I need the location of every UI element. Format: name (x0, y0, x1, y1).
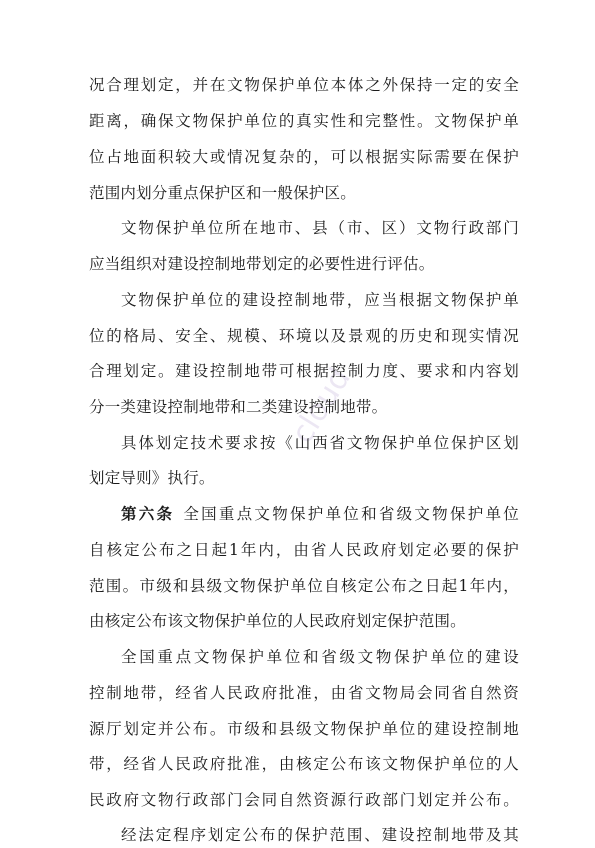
article-six-text: 全国重点文物保护单位和省级文物保护单位 (183, 505, 519, 523)
body-line: 范围内划分重点保护区和一般保护区。 (89, 184, 356, 202)
body-line: 控制地带，经省人民政府批准，由省文物局会同省自然资 (89, 684, 519, 702)
body-line: 自核定公布之日起1年内，由省人民政府划定必要的保护 (89, 541, 519, 559)
body-line: 况合理划定，并在文物保护单位本体之外保持一定的安全 (89, 76, 519, 94)
body-line: 范围。市级和县级文物保护单位自核定公布之日起1年内， (89, 577, 519, 595)
body-line: 距离，确保文物保护单位的真实性和完整性。文物保护单 (89, 112, 519, 130)
body-line: 民政府文物行政部门会同自然资源行政部门划定并公布。 (89, 791, 519, 809)
body-line: 具体划定技术要求按《山西省文物保护单位保护区划 (121, 434, 519, 452)
body-line: 由核定公布该文物保护单位的人民政府划定保护范围。 (89, 612, 466, 630)
body-line: 分一类建设控制地带和二类建设控制地带。 (89, 398, 388, 416)
body-line: 位占地面积较大或情况复杂的，可以根据实际需要在保护 (89, 148, 519, 166)
article-six-first-line (121, 501, 519, 527)
cloud-watermark: cloud (284, 361, 358, 450)
body-line: 应当组织对建设控制地带划定的必要性进行评估。 (89, 255, 435, 273)
body-line: 经法定程序划定公布的保护范围、建设控制地带及其 (121, 826, 519, 844)
article-label: 第六条 (121, 504, 175, 523)
body-line: 文物保护单位所在地市、县（市、区）文物行政部门 (121, 219, 519, 237)
body-line: 合理划定。建设控制地带可根据控制力度、要求和内容划 (89, 362, 519, 380)
body-line: 全国重点文物保护单位和省级文物保护单位的建设 (121, 648, 519, 666)
body-line: 划定导则》执行。 (89, 469, 215, 487)
body-line: 位的格局、安全、规模、环境以及景观的历史和现实情况 (89, 327, 519, 345)
body-line: 文物保护单位的建设控制地带，应当根据文物保护单 (121, 291, 519, 309)
body-line: 源厅划定并公布。市级和县级文物保护单位的建设控制地 (89, 720, 519, 738)
body-line: 带，经省人民政府批准，由核定公布该文物保护单位的人 (89, 755, 519, 773)
